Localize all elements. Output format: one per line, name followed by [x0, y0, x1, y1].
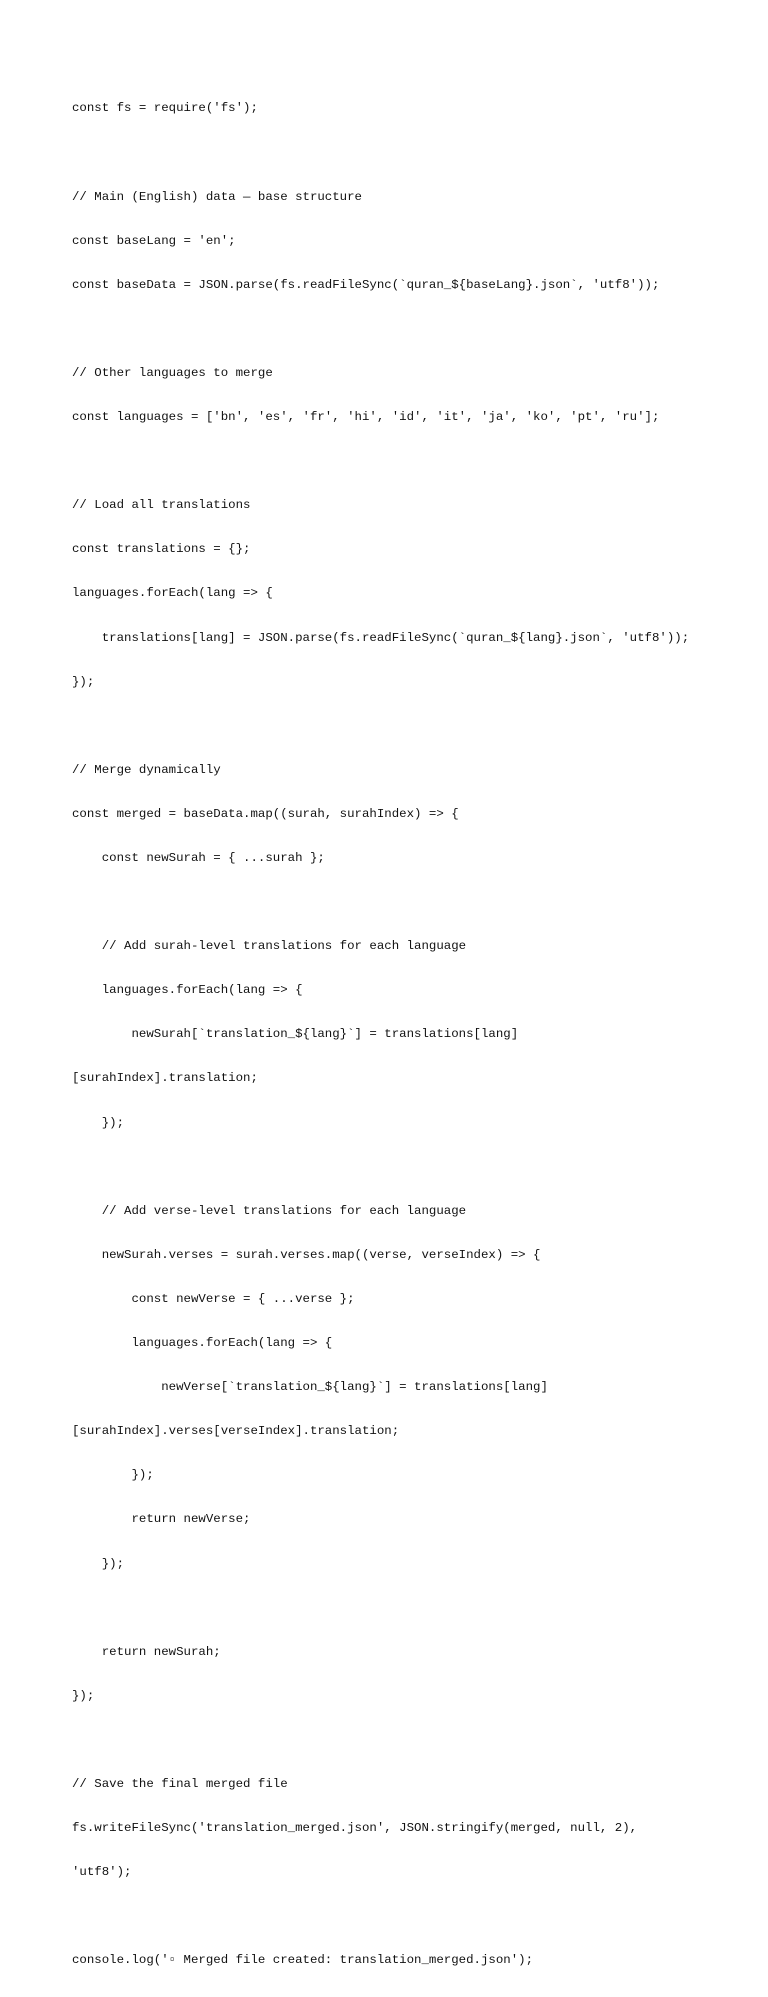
code-line: languages.forEach(lang => {	[72, 586, 273, 601]
code-line: });	[72, 1115, 125, 1130]
code-line: [surahIndex].translation;	[72, 1071, 258, 1086]
code-line: console.log('▫ Merged file created: translation_merged.json');	[72, 1953, 534, 1968]
code-line: return newSurah;	[72, 1644, 221, 1659]
code-line: // Add verse-level translations for each language	[72, 1203, 467, 1218]
code-line: const translations = {};	[72, 542, 251, 557]
blank-line	[72, 1909, 712, 1924]
code-line: const baseData = JSON.parse(fs.readFileSync(`quran_${baseLang}.json`, 'utf8'));	[72, 277, 660, 292]
code-line: [surahIndex].verses[verseIndex].translation;	[72, 1424, 400, 1439]
code-line: languages.forEach(lang => {	[72, 983, 303, 998]
blank-line	[72, 719, 712, 734]
code-line: 'utf8');	[72, 1865, 132, 1880]
code-line: newSurah[`translation_${lang}`] = translations[lang]	[72, 1027, 519, 1042]
blank-line	[72, 146, 712, 161]
code-line: translations[lang] = JSON.parse(fs.readFileSync(`quran_${lang}.json`, 'utf8'));	[72, 630, 690, 645]
code-line: // Load all translations	[72, 498, 251, 513]
code-line: // Merge dynamically	[72, 762, 221, 777]
blank-line	[72, 895, 712, 910]
code-block	[72, 72, 712, 1997]
code-line: // Save the final merged file	[72, 1776, 288, 1791]
blank-line	[72, 322, 712, 337]
code-line: newSurah.verses = surah.verses.map((verse, verseIndex) => {	[72, 1247, 541, 1262]
code-line: const newVerse = { ...verse };	[72, 1291, 355, 1306]
code-line: newVerse[`translation_${lang}`] = translations[lang]	[72, 1380, 548, 1395]
code-line: });	[72, 1556, 125, 1571]
code-line: // Add surah-level translations for each language	[72, 939, 467, 954]
blank-line	[72, 454, 712, 469]
blank-line	[72, 1601, 712, 1616]
code-line: });	[72, 1468, 154, 1483]
blank-line	[72, 1160, 712, 1175]
code-line: // Other languages to merge	[72, 365, 273, 380]
code-line: const languages = ['bn', 'es', 'fr', 'hi', 'id', 'it', 'ja', 'ko', 'pt', 'ru'];	[72, 410, 660, 425]
code-line: languages.forEach(lang => {	[72, 1336, 333, 1351]
code-line: return newVerse;	[72, 1512, 251, 1527]
code-line: });	[72, 674, 95, 689]
code-line: });	[72, 1688, 95, 1703]
code-line: const baseLang = 'en';	[72, 233, 236, 248]
code-line: const merged = baseData.map((surah, surahIndex) => {	[72, 806, 459, 821]
code-line: const newSurah = { ...surah };	[72, 851, 325, 865]
blank-line	[72, 1733, 712, 1748]
code-line: fs.writeFileSync('translation_merged.json', JSON.stringify(merged, null, 2),	[72, 1821, 638, 1836]
code-line: const fs = require('fs');	[72, 101, 258, 116]
code-line: // Main (English) data — base structure	[72, 189, 362, 204]
